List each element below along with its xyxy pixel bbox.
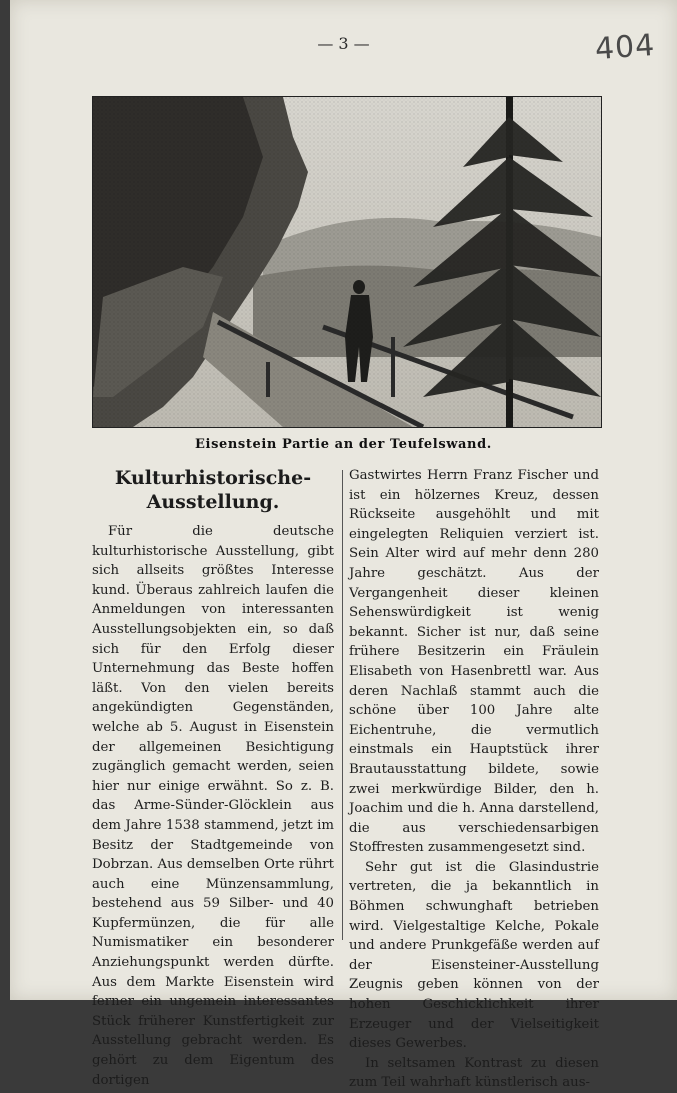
article-paragraph: Sehr gut ist die Glasindustrie vertreten, die ja bekanntlich in Böhmen schwunghaft betrieben wird. Vielgestaltige Kelche, Pokale und andere Prunkgefäße werden auf der Eisensteiner-Ausstellung Zeugnis geben können von der hohen Geschicklichkeit ihrer Erzeuger und der Vielseitigkeit dieses Gewerbes. [349, 859, 599, 1052]
left-column [92, 466, 334, 1090]
photo-illustration [93, 97, 601, 427]
handwritten-archive-number: 404 [593, 27, 657, 68]
article-paragraph: In seltsamen Kontrast zu diesen zum Teil wahrhaft künstlerisch aus- [349, 1055, 599, 1091]
page-number: — 3 — [317, 34, 370, 53]
photo-caption: Eisenstein Partie an der Teufelswand. [195, 437, 492, 452]
article-paragraph: Gastwirtes Herrn Franz Fischer und ist ein hölzernes Kreuz, dessen Rückseite ausgehöhlt und mit eingelegten Reliquien verziert ist. Sein Alter wird auf mehr denn 280 Jahre geschätzt. Aus der Vergangenheit dieser kleinen Sehenswürdigkeit ist wenig bekannt. Sicher ist nur, daß seine frühere Besitzerin ein Fräulein Elisabeth von Hasenbrettl war. Aus deren Nachlaß stammt auch die schöne über 100 Jahre alte Eichentruhe, die vermutlich einstmals ein Hauptstück ihrer Brautausstattung bildete, sowie zwei merkwürdige Bilder, den h. Joachim und die h. Anna darstellend, die aus verschiedensarbigen Stoffresten zusammengesetzt sind. [349, 468, 599, 856]
column-divider [342, 470, 343, 940]
document-page [10, 0, 677, 1091]
right-column [349, 466, 599, 1093]
landscape-photo [92, 96, 602, 428]
article-paragraph: Für die deutsche kulturhistorische Ausstellung, gibt sich allseits größtes Interesse kund. Überaus zahlreich laufen die Anmeldungen von interessanten Ausstellungsobjekten ein, so daß sich für den Erfolg dieser Unternehmung das Beste hoffen läßt. Von den vielen bereits angekündigten Gegenständen, welche ab 5. August in Eisenstein der allgemeinen Besichtigung zugänglich gemacht werden, seien hier nur einige erwähnt. So z. B. das Arme-Sünder-Glöcklein aus dem Jahre 1538 stammend, jetzt im Besitz der Stadtgemeinde von Dobrzan. Aus demselben Orte rührt auch eine Münzensammlung, bestehend aus 59 Silber- und 40 Kupfermünzen, die für alle Numismatiker ein besonderer Anziehungspunkt werden dürfte. Aus dem Markte Eisenstein wird ferner ein ungemein interessantes Stück früherer Kunstfertigkeit zur Ausstellung gebracht werden. Es gehört zu dem Eigentum des dortigen [92, 524, 334, 1088]
article-heading: Kulturhistorische-Ausstellung. [114, 467, 312, 513]
